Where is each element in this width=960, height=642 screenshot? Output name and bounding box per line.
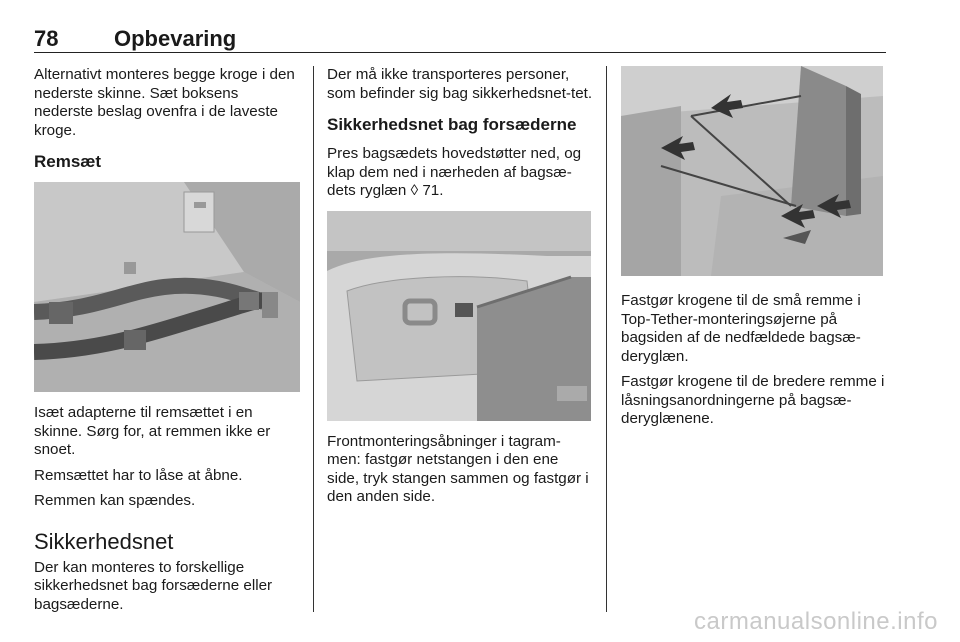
column-divider-1	[313, 66, 314, 612]
roof-mount-illustration	[327, 211, 591, 421]
col2-paragraph-1: Pres bagsædets hovedstøtter ned, og klap dem ned i nærheden af bagsæ-dets ryglæn ◊ 71.	[327, 145, 582, 199]
section-heading-remsaet: Remsæt	[34, 152, 102, 171]
watermark: carmanualsonline.info	[694, 608, 938, 635]
column-3	[621, 66, 887, 436]
col1-paragraph-1: Isæt adapterne til remsættet i en skinne. Sørg for, at remmen ikke er snoet.	[34, 404, 271, 458]
col3-paragraph-2: Fastgør krogene til de bredere remme i låsningsanordningerne på bagsæ-deryglænene.	[621, 373, 885, 427]
column-divider-2	[606, 66, 607, 612]
section-heading-sikkerhedsnet: Sikkerhedsnet	[34, 528, 174, 554]
col1-paragraph-3: Remmen kan spændes.	[34, 492, 196, 509]
section-heading-front-net: Sikkerhedsnet bag forsæderne	[327, 115, 577, 134]
net-hooks-illustration	[621, 66, 883, 276]
col1-paragraph-4: Der kan monteres to forskellige sikkerhedsnet bag forsæderne eller bagsæderne.	[34, 558, 273, 613]
column-1	[34, 66, 300, 621]
page-title: Opbevaring	[114, 26, 237, 51]
roof-mount-caption: Frontmonteringsåbninger i tagram-men: fastgør netstangen i den ene side, tryk stangen sammen og fastgør i den anden side.	[327, 432, 589, 505]
col1-paragraph-2: Remsættet har to låse at åbne.	[34, 466, 243, 484]
page-number: 78	[34, 26, 59, 51]
column-2	[327, 66, 593, 514]
col1-intro: Alternativt monteres begge kroge i den nederste skinne. Sæt boksens nederste beslag ovenfra i de laveste kroge.	[34, 66, 295, 139]
page-reference-symbol: ◊	[410, 182, 419, 199]
col2-intro: Der må ikke transporteres personer, som befinder sig bag sikkerhedsnet-tet.	[327, 66, 593, 102]
page-reference-link[interactable]: 71.	[422, 182, 444, 199]
col3-paragraph-1: Fastgør krogene til de små remme i Top-Tether-monteringsøjerne på bagsiden af de nedfældede bagsæ-deryglæn.	[621, 292, 861, 365]
page-header	[34, 24, 886, 53]
strap-set-illustration	[34, 182, 300, 392]
